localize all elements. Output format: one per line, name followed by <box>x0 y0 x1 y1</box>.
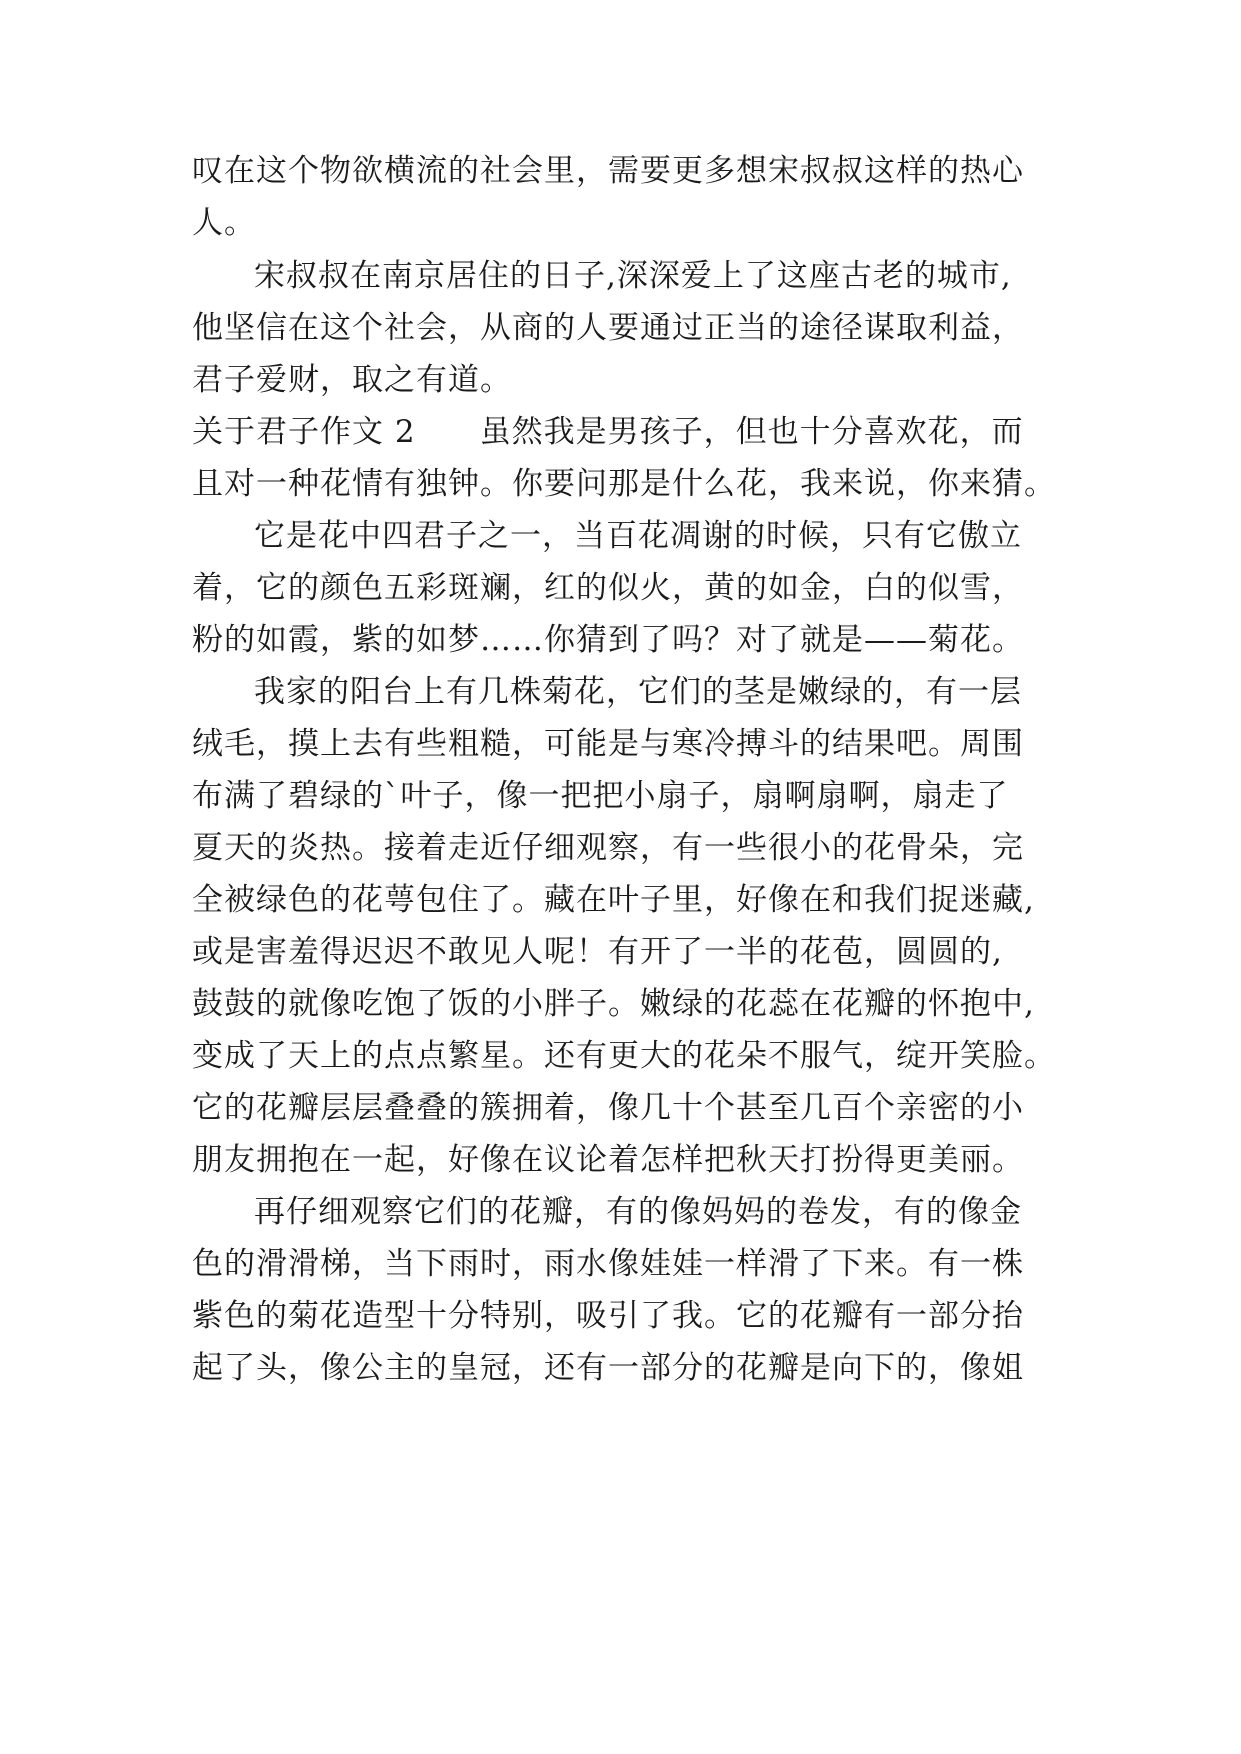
text-line: 起了头，像公主的皇冠，还有一部分的花瓣是向下的，像姐 <box>192 1350 1024 1386</box>
text-line: 它的花瓣层层叠叠的簇拥着，像几十个甚至几百个亲密的小 <box>192 1090 1024 1126</box>
text-line: 全被绿色的花萼包住了。藏在叶子里，好像在和我们捉迷藏, <box>192 882 1035 918</box>
text-line: 粉的如霞，紫的如梦……你猜到了吗？对了就是——菊花。 <box>192 622 1024 658</box>
paragraph-first-line: 再仔细观察它们的花瓣，有的像妈妈的卷发，有的像金 <box>254 1194 1022 1230</box>
paragraph-first-line: 宋叔叔在南京居住的日子,深深爱上了这座古老的城市, <box>254 258 1012 294</box>
text-line: 且对一种花情有独钟。你要问那是什么花，我来说，你来猜。 <box>192 466 1056 502</box>
text-line: 色的滑滑梯，当下雨时，雨水像娃娃一样滑了下来。有一株 <box>192 1246 1024 1282</box>
text-line: 或是害羞得迟迟不敢见人呢！有开了一半的花苞，圆圆的, <box>192 934 1003 970</box>
text-line: 君子爱财，取之有道。 <box>192 362 512 398</box>
text-line: 着，它的颜色五彩斑斓，红的似火，黄的如金，白的似雪， <box>192 570 1024 606</box>
text-line: 鼓鼓的就像吃饱了饭的小胖子。嫩绿的花蕊在花瓣的怀抱中, <box>192 986 1035 1022</box>
section-heading-line: 关于君子作文 2 虽然我是男孩子，但也十分喜欢花，而 <box>192 414 1024 450</box>
text-line: 人。 <box>192 205 256 241</box>
text-line: 叹在这个物欲横流的社会里，需要更多想宋叔叔这样的热心 <box>192 153 1024 189</box>
text-line: 朋友拥抱在一起，好像在议论着怎样把秋天打扮得更美丽。 <box>192 1142 1024 1178</box>
paragraph-first-line: 我家的阳台上有几株菊花，它们的茎是嫩绿的，有一层 <box>254 674 1022 710</box>
text-line: 变成了天上的点点繁星。还有更大的花朵不服气，绽开笑脸。 <box>192 1038 1056 1074</box>
paragraph-first-line: 它是花中四君子之一，当百花凋谢的时候，只有它傲立 <box>254 518 1022 554</box>
text-line: 布满了碧绿的`叶子，像一把把小扇子，扇啊扇啊，扇走了 <box>192 778 1009 814</box>
text-line: 绒毛，摸上去有些粗糙，可能是与寒冷搏斗的结果吧。周围 <box>192 726 1024 762</box>
text-line: 夏天的炎热。接着走近仔细观察，有一些很小的花骨朵，完 <box>192 830 1024 866</box>
text-line: 紫色的菊花造型十分特别，吸引了我。它的花瓣有一部分抬 <box>192 1298 1024 1334</box>
text-line: 他坚信在这个社会，从商的人要通过正当的途径谋取利益， <box>192 310 1024 346</box>
